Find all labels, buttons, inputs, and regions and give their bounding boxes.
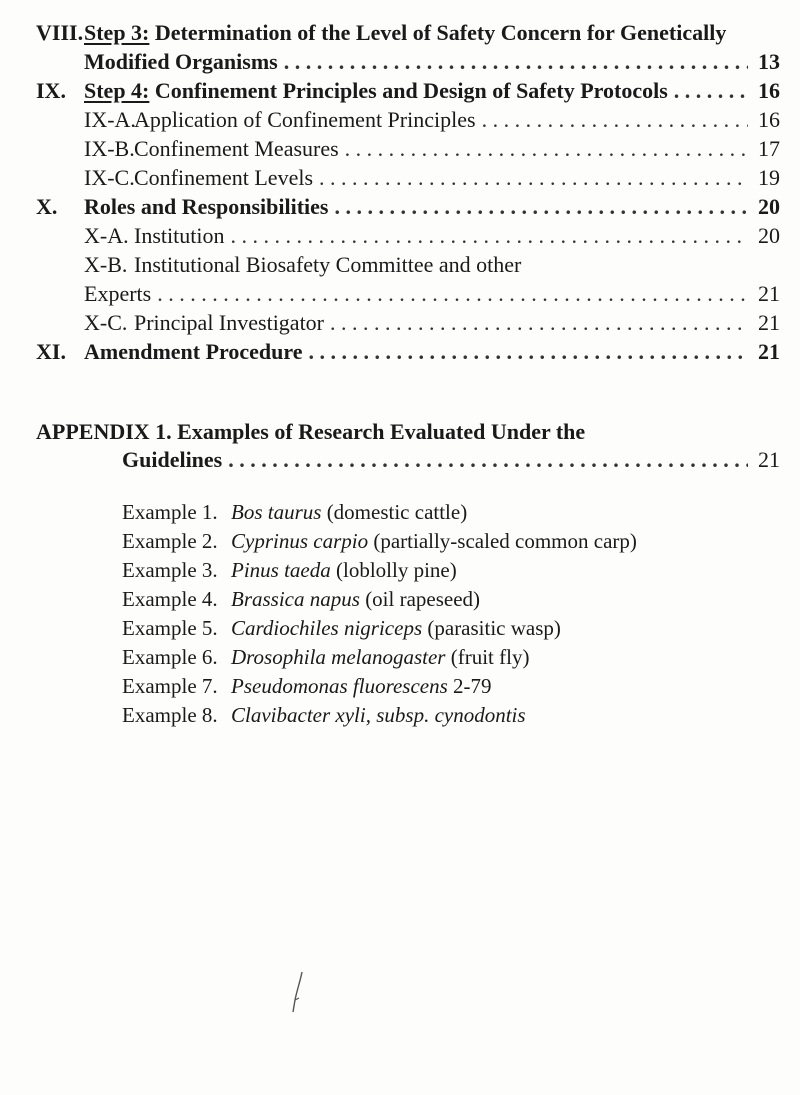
species-description: (loblolly pine): [330, 558, 457, 582]
appendix-heading: [36, 418, 780, 446]
example-organism: [231, 529, 637, 553]
toc-title: Amendment Procedure: [84, 339, 303, 364]
species-name: Drosophila melanogaster: [231, 645, 446, 669]
pen-mark: [288, 970, 308, 1015]
toc-entry-xi: [36, 337, 780, 366]
toc-title-cont: Experts: [84, 281, 152, 306]
example-item: [122, 643, 637, 672]
species-name: Brassica napus: [231, 587, 360, 611]
toc-entry-viii-cont: [36, 47, 780, 76]
toc-title: Confinement Levels: [134, 165, 314, 190]
species-name: Cyprinus carpio: [231, 529, 369, 553]
species-description: (parasitic wasp): [422, 616, 561, 640]
toc-page: 21: [758, 447, 780, 472]
species-description: (partially-scaled common carp): [368, 529, 637, 553]
toc-title: Principal Investigator: [134, 310, 325, 335]
example-item: [122, 585, 637, 614]
toc-sub-letter: X-A.: [84, 223, 129, 248]
toc-sub-letter: IX-C.: [84, 165, 135, 190]
toc-entry-x-a: [36, 221, 780, 250]
toc-title: Institutional Biosafety Committee and other: [134, 252, 522, 277]
toc-number: IX.: [36, 78, 66, 103]
dot-leader: [335, 192, 749, 221]
example-label: Example 6.: [122, 645, 218, 669]
species-name: Clavibacter xyli,: [231, 703, 371, 727]
toc-sub-letter: IX-B.: [84, 136, 135, 161]
toc-page: 16: [758, 107, 780, 132]
example-item: [122, 556, 637, 585]
toc-title: Application of Confinement Principles: [134, 107, 476, 132]
toc-sub-letter: X-B.: [84, 252, 128, 277]
example-organism: [231, 500, 467, 524]
dot-leader: [345, 134, 748, 163]
toc-sub-letter: X-C.: [84, 310, 128, 335]
table-of-contents: [36, 18, 780, 366]
dot-leader: [230, 221, 748, 250]
example-organism: [231, 558, 457, 582]
toc-entry-x-c: [36, 308, 780, 337]
example-item: [122, 701, 637, 730]
species-name: Pinus taeda: [231, 558, 331, 582]
species-description: (oil rapeseed): [359, 587, 481, 611]
toc-entry-ix-c: [36, 163, 780, 192]
toc-title: Roles and Responsibilities: [84, 194, 329, 219]
example-label: Example 5.: [122, 616, 218, 640]
examples-list: [122, 498, 637, 730]
toc-page: 21: [758, 310, 780, 335]
toc-page: 21: [758, 339, 780, 364]
species-name: Cardiochiles nigriceps: [231, 616, 423, 640]
toc-title: Confinement Measures: [134, 136, 339, 161]
example-label: Example 4.: [122, 587, 218, 611]
species-name: Bos taurus: [231, 500, 322, 524]
toc-entry-ix: [36, 76, 780, 105]
example-item: [122, 498, 637, 527]
appendix-title: APPENDIX 1. Examples of Research Evaluated Under the: [36, 419, 586, 444]
example-organism: [231, 616, 561, 640]
example-item: [122, 527, 637, 556]
species-description: (fruit fly): [445, 645, 530, 669]
appendix-section: [36, 418, 780, 474]
dot-leader: [284, 47, 748, 76]
example-organism: [231, 587, 480, 611]
species-description: (domestic cattle): [321, 500, 468, 524]
toc-entry-ix-b: [36, 134, 780, 163]
toc-number: VIII.: [36, 20, 84, 45]
dot-leader: [319, 163, 748, 192]
example-item: [122, 672, 637, 701]
toc-page: 17: [758, 136, 780, 161]
example-label: Example 3.: [122, 558, 218, 582]
species-description: subsp. cynodontis: [370, 703, 526, 727]
species-description: 2-79: [447, 674, 492, 698]
toc-entry-viii: [36, 18, 780, 47]
toc-title-cont: Modified Organisms: [84, 49, 278, 74]
toc-entry-x-b-cont: [36, 279, 780, 308]
dot-leader: [309, 337, 748, 366]
toc-title: Step 4: Confinement Principles and Design of Safety Protocols: [84, 78, 668, 103]
toc-sub-letter: IX-A.: [84, 107, 136, 132]
toc-title: Institution: [134, 223, 225, 248]
example-organism: [231, 645, 529, 669]
dot-leader: [228, 446, 748, 474]
toc-entry-x: [36, 192, 780, 221]
toc-page: 20: [758, 194, 780, 219]
dot-leader: [157, 279, 748, 308]
toc-page: 21: [758, 281, 780, 306]
toc-title: Step 3: Determination of the Level of Safety Concern for Genetically: [84, 20, 727, 45]
example-label: Example 8.: [122, 703, 218, 727]
toc-entry-x-b: [36, 250, 780, 279]
toc-page: 19: [758, 165, 780, 190]
dot-leader: [674, 76, 748, 105]
toc-page: 20: [758, 223, 780, 248]
toc-page: 13: [758, 49, 780, 74]
example-label: Example 7.: [122, 674, 218, 698]
appendix-title-cont: Guidelines: [122, 447, 223, 472]
example-organism: [231, 674, 492, 698]
example-label: Example 1.: [122, 500, 218, 524]
example-organism: [231, 703, 526, 727]
dot-leader: [330, 308, 748, 337]
example-item: [122, 614, 637, 643]
example-label: Example 2.: [122, 529, 218, 553]
appendix-heading-cont: [36, 446, 780, 474]
toc-entry-ix-a: [36, 105, 780, 134]
toc-number: XI.: [36, 339, 66, 364]
toc-number: X.: [36, 194, 58, 219]
toc-page: 16: [758, 78, 780, 103]
species-name: Pseudomonas fluorescens: [231, 674, 448, 698]
dot-leader: [482, 105, 748, 134]
